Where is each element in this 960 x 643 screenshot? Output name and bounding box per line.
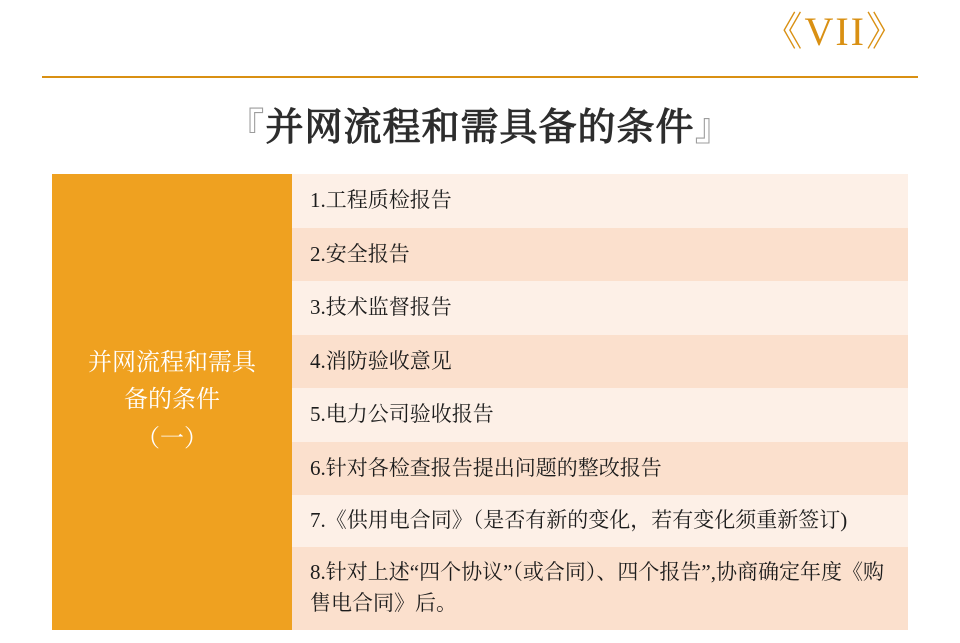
page-title <box>0 96 960 151</box>
header-divider <box>42 76 918 78</box>
list-item: 2.安全报告 <box>292 228 908 282</box>
side-label-line3: （一） <box>136 426 208 453</box>
side-label-panel <box>52 174 292 630</box>
list-item: 5.电力公司验收报告 <box>292 388 908 442</box>
items-list <box>292 174 908 630</box>
list-item: 6.针对各检查报告提出问题的整改报告 <box>292 442 908 496</box>
list-item: 7.《供用电合同》（是否有新的变化，若有变化须重新签订) <box>292 495 908 547</box>
title-open-bracket: 『 <box>226 107 266 149</box>
list-item: 8.针对上述“四个协议”（或合同）、四个报告”,协商确定年度《购售电合同》后。 <box>292 547 908 630</box>
content-table <box>52 174 908 630</box>
list-item: 3.技术监督报告 <box>292 281 908 335</box>
side-label-line1: 并网流程和需具 <box>88 349 256 376</box>
list-item: 1.工程质检报告 <box>292 174 908 228</box>
list-item: 4.消防验收意见 <box>292 335 908 389</box>
title-close-bracket: 』 <box>694 107 734 149</box>
side-label-line2: 备的条件 <box>124 387 220 414</box>
title-text: 并网流程和需具备的条件 <box>265 107 695 149</box>
section-number: 《VII》 <box>762 9 908 54</box>
